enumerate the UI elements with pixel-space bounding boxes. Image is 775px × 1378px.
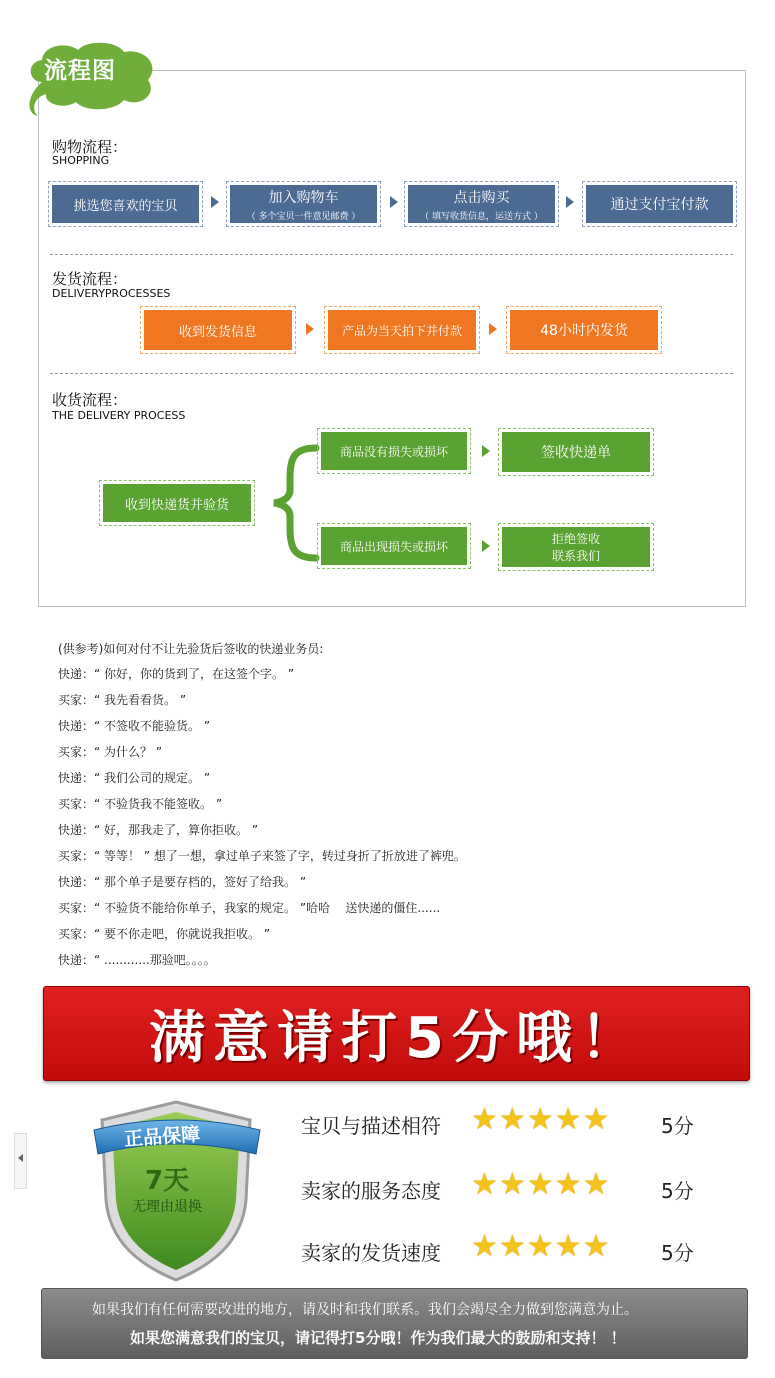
dialogue-line: 买家：“ 要不你走吧，你就说我拒收。 ”: [58, 927, 271, 941]
shopping-step-4: [582, 181, 737, 227]
rating-label: 宝贝与描述相符: [301, 1114, 441, 1138]
receive-ok-condition: [317, 428, 471, 474]
receive-ok-action-text: 签收快递单: [541, 445, 611, 461]
arrow-right-icon: [306, 323, 314, 335]
arrow-right-icon: [566, 196, 574, 208]
dialogue-line: 快递：“ 那个单子是要存档的，签好了给我。 ”: [58, 875, 307, 889]
arrow-right-icon: [482, 540, 490, 552]
dialogue-line: 快递：“ 我们公司的规定。 ”: [58, 771, 211, 785]
delivery-step-3: [506, 306, 662, 354]
delivery-step-1-text: 收到发货信息: [178, 324, 257, 340]
receive-bad-action: [498, 523, 654, 571]
shopping-step-3: [404, 181, 559, 227]
dialogue-line: 买家：“ 为什么？ ”: [58, 745, 163, 759]
rating-score: 5分: [661, 1114, 694, 1138]
footer-line-2: 如果您满意我们的宝贝，请记得打5分哦！作为我们最大的鼓励和支持！ ！: [130, 1329, 626, 1347]
shopping-label: 购物流程：: [52, 138, 128, 156]
receive-bad-action-line1: 拒绝签收: [551, 532, 600, 546]
dialogue-line: 快递：“ 好，那我走了，算你拒收。 ”: [58, 823, 259, 837]
section-divider: [50, 254, 733, 255]
delivery-label: 发货流程：: [52, 270, 128, 288]
shopping-step-4-text: 通过支付宝付款: [610, 197, 709, 213]
shopping-step-1-text: 挑选您喜欢的宝贝: [73, 198, 178, 214]
receive-ok-action: [498, 428, 654, 476]
shopping-step-2-sub: （ 多个宝贝一件意见邮费 ）: [246, 211, 361, 222]
arrow-right-icon: [482, 445, 490, 457]
delivery-step-2: [324, 306, 480, 354]
receive-bad-condition-text: 商品出现损失或损坏: [339, 539, 448, 554]
delivery-step-2-text: 产品为当天拍下并付款: [341, 323, 462, 338]
delivery-step-3-text: 48小时内发货: [540, 323, 628, 339]
badge-line2: 7天: [145, 1166, 190, 1196]
receive-start-text: 收到快递货并验货: [124, 497, 229, 513]
receive-bad-action-line2: 联系我们: [551, 549, 600, 563]
footer-line-1: 如果我们有任何需要改进的地方，请及时和我们联系。我们会竭尽全力做到您满意为止。: [92, 1302, 638, 1318]
receive-label-en: THE DELIVERY PROCESS: [52, 409, 186, 422]
dialogue-line: 快递：“ ............那验吧。。。。: [58, 953, 216, 967]
side-collapse-tab[interactable]: [14, 1133, 27, 1189]
star-rating-icon: ★★★★★: [471, 1102, 611, 1137]
rating-score: 5分: [661, 1241, 694, 1265]
brace-icon: [262, 440, 322, 566]
receive-ok-condition-text: 商品没有损失或损坏: [339, 444, 448, 459]
dialogue-line: 买家：“ 不验货我不能签收。 ”: [58, 797, 223, 811]
star-rating-icon: ★★★★★: [471, 1229, 611, 1264]
arrow-right-icon: [390, 196, 398, 208]
arrow-right-icon: [489, 323, 497, 335]
star-rating-icon: ★★★★★: [471, 1167, 611, 1202]
receive-bad-condition: [317, 523, 471, 569]
delivery-label-en: DELIVERYPROCESSES: [52, 287, 171, 300]
rating-label: 卖家的服务态度: [301, 1179, 441, 1203]
shopping-step-2: [226, 181, 381, 227]
dialogue-line: 买家：“ 我先看看货。 ”: [58, 693, 187, 707]
rating-label: 卖家的发货速度: [301, 1241, 441, 1265]
dialogue-line: 快递：“ 你好，你的货到了，在这签个字。 ”: [58, 667, 295, 681]
rating-banner: [43, 986, 750, 1081]
receive-label: 收货流程：: [52, 391, 128, 409]
badge-line3: 无理由退换: [132, 1199, 202, 1215]
receive-start: [99, 480, 255, 526]
shopping-step-3-text: 点击购买: [453, 189, 510, 206]
badge-line1: 正品保障: [123, 1123, 201, 1151]
section-divider: [50, 373, 733, 374]
delivery-step-1: [140, 306, 296, 354]
dialogue-line: 快递：“ 不签收不能验货。 ”: [58, 719, 211, 733]
chevron-left-icon: [18, 1154, 23, 1162]
arrow-right-icon: [211, 196, 219, 208]
rating-banner-text: 满意请打5分哦！: [149, 1005, 644, 1071]
footer-message-box: [41, 1288, 748, 1359]
shopping-step-2-text: 加入购物车: [268, 189, 339, 206]
rating-score: 5分: [661, 1179, 694, 1203]
shopping-label-en: SHOPPING: [52, 154, 110, 167]
flow-title: 流程图: [44, 58, 116, 84]
shopping-step-3-sub: （ 填写收货信息，运送方式 ）: [420, 211, 543, 222]
dialogue-line: 买家：“ 不验货不能给你单子，我家的规定。 ”哈哈 送快递的僵住......: [58, 901, 441, 915]
shopping-step-1: [48, 181, 203, 227]
dialogue-intro: (供参考)如何对付不让先验货后签收的快递业务员:: [58, 642, 324, 656]
dialogue-line: 买家：“ 等等！ ” 想了一想，拿过单子来签了字，转过身折了折放进了裤兜。: [58, 849, 466, 863]
